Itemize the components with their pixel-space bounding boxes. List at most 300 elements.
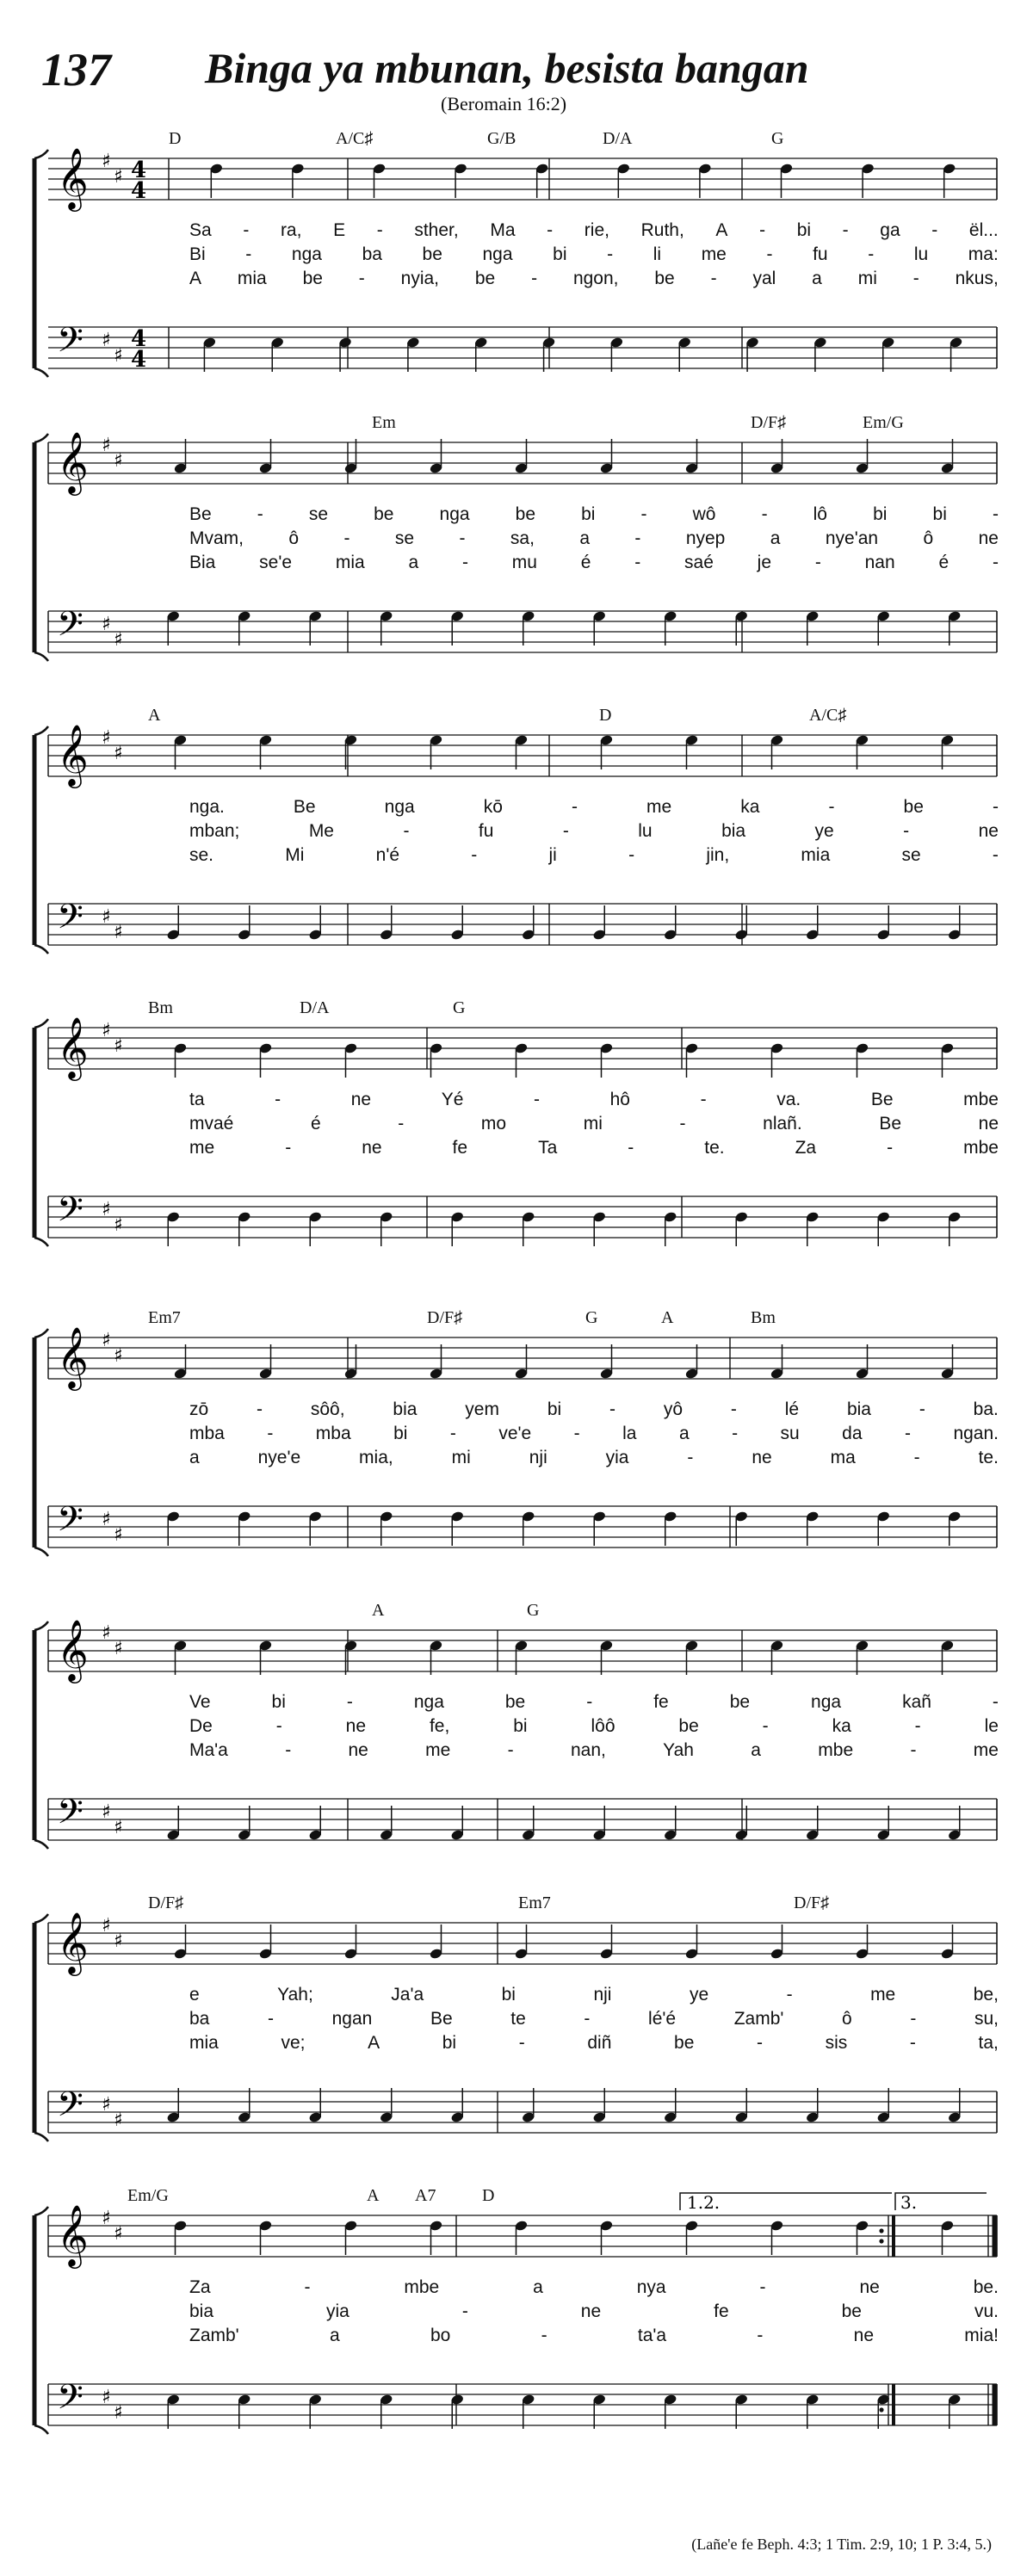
lyric-syllable: -	[459, 528, 466, 548]
treble-clef-icon: 𝄞	[57, 2203, 89, 2266]
lyric-syllable: -	[912, 269, 919, 288]
lyric-syllable: -	[762, 1716, 769, 1736]
treble-notes	[173, 1640, 954, 1675]
lyric-syllable: Ma	[490, 220, 516, 240]
treble-staff	[48, 1618, 997, 1683]
treble-staff	[48, 146, 997, 212]
lyric-syllable: a	[812, 269, 822, 288]
chord-symbol: G/B	[487, 129, 516, 148]
lyric-syllable: Be	[293, 797, 316, 817]
lyric-syllable: A	[715, 220, 728, 240]
chord-symbol: D	[482, 2186, 495, 2205]
lyric-syllable: -	[518, 2033, 525, 2053]
lyric-syllable: -	[786, 1985, 793, 2005]
lyric-syllable: sa,	[510, 528, 535, 548]
chord-symbol: Em/G	[863, 413, 904, 432]
lyric-syllable: ô	[923, 528, 934, 548]
bass-clef-icon: 𝄢	[57, 1499, 84, 1547]
lyric-syllable: -	[732, 1424, 739, 1443]
lyric-syllable: -	[346, 1692, 353, 1712]
lyric-syllable: ne	[978, 821, 999, 841]
lyric-syllable: -	[759, 2277, 766, 2297]
lyric-syllable: -	[449, 1424, 456, 1443]
lyric-syllable: bi	[393, 1424, 408, 1443]
sharp-icon: ♯	[102, 2208, 111, 2229]
lyric-syllable: mia	[801, 845, 831, 865]
lyric-syllable: yô	[663, 1399, 684, 1419]
sharp-icon: ♯	[114, 1214, 123, 1236]
sharp-icon: ♯	[114, 1638, 123, 1659]
lyric-syllable: -	[285, 1138, 292, 1158]
music-system	[0, 706, 1033, 990]
sharp-icon: ♯	[114, 629, 123, 651]
music-system	[0, 2186, 1033, 2470]
lyric-syllable: nan,	[570, 1740, 606, 1760]
lyric-syllable: -	[531, 269, 538, 288]
chord-symbol: D/F♯	[794, 1893, 830, 1912]
sharp-icon: ♯	[102, 727, 111, 749]
chord-symbol: D	[169, 129, 182, 148]
lyric-syllable: bia	[189, 2301, 214, 2321]
lyric-syllable: -	[461, 553, 468, 572]
lyric-syllable: mia!	[964, 2326, 999, 2345]
lyric-syllable: ne	[752, 1448, 772, 1467]
lyric-syllable: ta,	[978, 2033, 999, 2053]
lyric-syllable: lu	[638, 821, 653, 841]
treble-clef-icon: 𝄞	[57, 146, 89, 209]
lyric-syllable: Bi	[189, 244, 206, 264]
lyric-syllable: be	[515, 504, 536, 524]
lyric-syllable: -	[910, 2009, 917, 2029]
lyric-syllable: me	[701, 244, 727, 264]
lyric-syllable: ne	[859, 2277, 880, 2297]
lyric-syllable: -	[267, 2009, 274, 2029]
sharp-icon: ♯	[102, 614, 111, 635]
lyric-verse-1	[189, 504, 999, 525]
lyric-syllable: -	[358, 269, 365, 288]
lyric-syllable: Be	[870, 1090, 894, 1109]
lyric-syllable: a	[678, 1424, 690, 1443]
lyric-syllable: -	[628, 845, 635, 865]
hymn-number: 137	[41, 44, 111, 96]
bass-notes	[166, 2394, 962, 2429]
lyric-verse-1	[189, 2277, 999, 2298]
sharp-icon: ♯	[102, 906, 111, 928]
music-system	[0, 998, 1033, 1282]
lyric-syllable: me	[425, 1740, 451, 1760]
lyric-syllable: wô	[692, 504, 716, 524]
lyric-syllable: De	[189, 1716, 213, 1736]
treble-clef-icon: 𝄞	[57, 430, 89, 493]
lyric-syllable: Za	[795, 1138, 817, 1158]
lyric-syllable: ël...	[968, 220, 999, 240]
sharp-icon: ♯	[114, 1035, 123, 1057]
chord-symbol: A	[372, 1601, 385, 1620]
lyric-syllable: Ve	[189, 1692, 211, 1712]
lyric-syllable: -	[275, 1090, 281, 1109]
treble-staff	[48, 430, 997, 496]
svg-text:4: 4	[131, 347, 147, 373]
chord-symbol: A7	[415, 2186, 436, 2205]
lyric-syllable: sis	[825, 2033, 848, 2053]
lyric-syllable: ba.	[973, 1399, 999, 1419]
lyric-verse-3	[189, 845, 999, 866]
sharp-icon: ♯	[114, 1345, 123, 1367]
bass-notes	[202, 337, 962, 372]
lyric-syllable: -	[761, 504, 768, 524]
lyric-syllable: é	[310, 1114, 321, 1134]
lyric-verse-2	[189, 1114, 999, 1134]
lyric-syllable: bo	[430, 2326, 451, 2345]
lyric-syllable: nga	[413, 1692, 444, 1712]
lyric-verse-2	[189, 2301, 999, 2322]
lyric-syllable: n'é	[375, 845, 400, 865]
lyric-syllable: nga	[482, 244, 513, 264]
lyric-syllable: nji	[593, 1985, 612, 2005]
lyric-syllable: je	[757, 553, 772, 572]
chord-symbol: Em/G	[127, 2186, 169, 2205]
lyric-syllable: Ja'a	[391, 1985, 424, 2005]
lyric-syllable: nkus,	[955, 269, 999, 288]
lyric-syllable: ne	[978, 1114, 999, 1134]
chord-symbol: D/F♯	[427, 1308, 463, 1327]
lyric-syllable: se	[901, 845, 921, 865]
lyric-syllable: be	[674, 2033, 695, 2053]
lyric-syllable: te.	[978, 1448, 999, 1467]
bass-notes	[166, 2088, 962, 2123]
sharp-icon: ♯	[114, 2223, 123, 2245]
lyric-syllable: be	[678, 1716, 699, 1736]
lyric-syllable: te	[510, 2009, 526, 2029]
lyric-syllable: Be	[430, 2009, 453, 2029]
lyric-verse-3	[189, 553, 999, 573]
lyric-syllable: ye	[689, 1985, 709, 2005]
lyric-syllable: -	[904, 1424, 911, 1443]
lyric-syllable: mia	[237, 269, 267, 288]
lyric-syllable: bia	[846, 1399, 871, 1419]
lyric-syllable: ô	[288, 528, 300, 548]
lyric-syllable: se'e	[259, 553, 293, 572]
music-system	[0, 129, 1033, 413]
sharp-icon: ♯	[102, 435, 111, 456]
lyric-verse-3	[189, 1740, 999, 1761]
lyric-syllable: -	[403, 821, 410, 841]
chord-symbol: A/C♯	[809, 706, 847, 725]
lyric-syllable: be	[504, 1692, 526, 1712]
sharp-icon: ♯	[114, 1817, 123, 1838]
chord-symbol: Em7	[148, 1308, 181, 1327]
bass-notes	[166, 1510, 962, 1546]
lyric-syllable: Be	[189, 504, 212, 524]
lyric-syllable: -	[609, 1399, 616, 1419]
lyric-syllable: mban;	[189, 821, 240, 841]
lyric-syllable: -	[919, 1399, 925, 1419]
lyric-syllable: mu	[511, 553, 537, 572]
sharp-icon: ♯	[114, 450, 123, 472]
lyric-syllable: -	[992, 797, 999, 817]
lyric-syllable: -	[586, 1692, 593, 1712]
time-signature-treble: 4	[131, 158, 147, 183]
lyric-syllable: bi	[581, 504, 596, 524]
scripture-reference: (Beromain 16:2)	[441, 93, 567, 114]
lyric-verse-1	[189, 797, 999, 818]
lyric-syllable: -	[471, 845, 478, 865]
lyric-syllable: -	[541, 2326, 547, 2345]
lyric-syllable: -	[267, 1424, 274, 1443]
sharp-icon: ♯	[102, 1801, 111, 1823]
lyric-syllable: be.	[973, 2277, 999, 2297]
lyric-syllable: be	[422, 244, 442, 264]
lyric-syllable: va.	[776, 1090, 801, 1109]
lyric-syllable: -	[376, 220, 383, 240]
lyric-syllable: be	[841, 2301, 862, 2321]
lyric-syllable: -	[710, 269, 717, 288]
sharp-icon: ♯	[102, 151, 111, 172]
lyric-syllable: be	[474, 269, 496, 288]
lyric-syllable: mi	[451, 1448, 471, 1467]
lyric-syllable: me	[646, 797, 672, 817]
sharp-icon: ♯	[102, 2387, 111, 2408]
lyric-syllable: -	[398, 1114, 405, 1134]
bass-staff	[48, 320, 997, 368]
chord-symbol: Bm	[148, 998, 173, 1017]
lyric-syllable: bi	[271, 1692, 286, 1712]
lyric-syllable: -	[687, 1448, 694, 1467]
lyric-syllable: Yah	[663, 1740, 694, 1760]
bass-staff	[48, 2085, 997, 2133]
lyric-syllable: nga	[384, 797, 415, 817]
chord-symbol: D/A	[300, 998, 330, 1017]
lyric-syllable: e	[189, 1985, 200, 2005]
lyric-syllable: mbe	[963, 1138, 999, 1158]
lyric-verse-2	[189, 528, 999, 549]
lyric-syllable: nlañ.	[763, 1114, 802, 1134]
lyric-syllable: bi	[932, 504, 947, 524]
lyric-syllable: mia	[335, 553, 365, 572]
lyric-syllable: -	[534, 1090, 540, 1109]
lyric-syllable: nga	[291, 244, 322, 264]
lyric-syllable: Mvam,	[189, 528, 244, 548]
sharp-icon: ♯	[102, 1199, 111, 1220]
lyric-syllable: Zamb'	[733, 2009, 784, 2029]
lyric-syllable: -	[607, 244, 614, 264]
chord-symbol: D/F♯	[751, 413, 787, 432]
lyric-syllable: Me	[308, 821, 334, 841]
lyric-syllable: ngon,	[572, 269, 619, 288]
lyric-verse-1	[189, 1985, 999, 2005]
bass-staff	[48, 1792, 997, 1840]
bass-notes	[166, 1806, 962, 1841]
lyric-syllable: mba	[189, 1424, 225, 1443]
lyric-syllable: -	[304, 2277, 311, 2297]
lyric-syllable: Mi	[285, 845, 305, 865]
lyric-syllable: E	[333, 220, 346, 240]
lyric-syllable: fu	[478, 821, 494, 841]
lyric-syllable: nya	[636, 2277, 666, 2297]
lyric-syllable: su	[780, 1424, 800, 1443]
treble-notes	[209, 163, 956, 198]
lyric-syllable: -	[914, 1716, 921, 1736]
time-signature-bass: 4	[131, 326, 147, 352]
lyric-syllable: ne	[853, 2326, 874, 2345]
lyric-syllable: lé'é	[648, 2009, 677, 2029]
lyric-syllable: ve;	[281, 2033, 306, 2053]
lyric-syllable: mba	[315, 1424, 351, 1443]
lyric-syllable: ji	[548, 845, 557, 865]
treble-notes	[173, 439, 954, 474]
lyric-syllable: nan	[864, 553, 895, 572]
lyric-syllable: se	[308, 504, 329, 524]
lyric-syllable: -	[275, 1716, 282, 1736]
lyric-syllable: -	[910, 1740, 917, 1760]
lyric-syllable: su,	[974, 2009, 999, 2029]
lyric-syllable: me	[973, 1740, 999, 1760]
lyric-syllable: kō	[483, 797, 503, 817]
lyric-syllable: fe,	[429, 1716, 450, 1736]
lyric-syllable: ô	[842, 2009, 852, 2029]
lyric-syllable: ba	[189, 2009, 210, 2029]
sharp-icon: ♯	[102, 1020, 111, 1041]
lyric-syllable: le	[984, 1716, 999, 1736]
lyric-syllable: -	[461, 2301, 468, 2321]
lyric-syllable: nye'e	[257, 1448, 301, 1467]
lyric-syllable: -	[903, 821, 910, 841]
lyric-syllable: -	[628, 1138, 634, 1158]
lyric-syllable: -	[562, 821, 569, 841]
chord-symbol: D/A	[603, 129, 633, 148]
lyric-syllable: mbe	[818, 1740, 854, 1760]
lyric-syllable: se.	[189, 845, 214, 865]
treble-notes	[173, 2220, 954, 2255]
svg-text:4: 4	[131, 178, 147, 204]
lyric-syllable: ra,	[280, 220, 302, 240]
lyric-syllable: Zamb'	[189, 2326, 239, 2345]
lyric-syllable: Sa	[189, 220, 212, 240]
lyric-syllable: -	[992, 845, 999, 865]
lyric-syllable: é	[580, 553, 591, 572]
lyric-syllable: yal	[752, 269, 776, 288]
lyric-syllable: ma:	[968, 244, 999, 264]
lyric-syllable: -	[766, 244, 773, 264]
lyric-syllable: be	[374, 504, 394, 524]
lyric-syllable: ta'a	[637, 2326, 667, 2345]
lyric-syllable: Be	[879, 1114, 902, 1134]
lyric-syllable: -	[913, 1448, 920, 1467]
lyric-syllable: -	[700, 1090, 707, 1109]
sharp-icon: ♯	[114, 166, 123, 188]
lyric-syllable: bi	[501, 1985, 516, 2005]
lyric-syllable: ka	[740, 797, 760, 817]
lyric-verse-3	[189, 269, 999, 289]
lyric-syllable: mia	[189, 2033, 219, 2053]
lyric-syllable: a	[189, 1448, 200, 1467]
lyric-syllable: ne	[978, 528, 999, 548]
lyric-syllable: -	[992, 1692, 999, 1712]
lyric-syllable: -	[757, 2033, 763, 2053]
lyric-syllable: ta	[189, 1090, 205, 1109]
lyric-syllable: -	[868, 244, 875, 264]
lyric-syllable: -	[759, 220, 766, 240]
treble-notes	[173, 1924, 954, 1960]
lyric-syllable: nyep	[685, 528, 726, 548]
lyric-syllable: se	[394, 528, 415, 548]
lyric-syllable: bi	[553, 244, 567, 264]
lyric-syllable: sther,	[414, 220, 459, 240]
sharp-icon: ♯	[114, 345, 123, 367]
lyric-syllable: mi	[857, 269, 877, 288]
lyric-syllable: bi	[873, 504, 888, 524]
lyric-syllable: be	[729, 1692, 751, 1712]
lyric-syllable: nga.	[189, 797, 225, 817]
lyric-verse-3	[189, 2033, 999, 2054]
lyric-syllable: mo	[480, 1114, 507, 1134]
lyric-syllable: lu	[913, 244, 929, 264]
sharp-icon: ♯	[114, 1524, 123, 1546]
lyric-syllable: la	[622, 1424, 637, 1443]
lyric-syllable: -	[909, 2033, 916, 2053]
lyric-syllable: fu	[813, 244, 828, 264]
lyric-syllable: a	[408, 553, 419, 572]
lyric-syllable: ne	[345, 1716, 367, 1736]
lyric-syllable: be,	[973, 1985, 999, 2005]
sharp-icon: ♯	[102, 330, 111, 351]
treble-clef-icon: 𝄞	[57, 1911, 89, 1974]
lyric-syllable: lé	[784, 1399, 800, 1419]
sharp-icon: ♯	[102, 1509, 111, 1530]
lyric-syllable: -	[887, 1138, 894, 1158]
volta-label-1: 1.2.	[687, 2192, 721, 2213]
bass-clef-icon: 𝄢	[57, 1189, 84, 1238]
lyric-syllable: mia,	[359, 1448, 393, 1467]
lyric-syllable: mi	[583, 1114, 603, 1134]
lyric-syllable: -	[343, 528, 350, 548]
lyric-syllable: lô	[813, 504, 827, 524]
lyric-syllable: -	[757, 2326, 764, 2345]
lyric-verse-1	[189, 1090, 999, 1110]
lyric-syllable: Ta	[538, 1138, 558, 1158]
lyric-syllable: vu.	[974, 2301, 999, 2321]
lyric-syllable: nji	[529, 1448, 547, 1467]
lyric-verse-2	[189, 2009, 999, 2029]
lyric-syllable: bia	[393, 1399, 418, 1419]
lyric-syllable: ve'e	[498, 1424, 532, 1443]
lyric-syllable: a	[533, 2277, 543, 2297]
lyric-syllable: te.	[704, 1138, 725, 1158]
bass-notes	[166, 1211, 962, 1246]
lyric-syllable: -	[842, 220, 849, 240]
lyric-syllable: ye	[814, 821, 834, 841]
treble-notes	[173, 1344, 954, 1380]
lyric-syllable: ne	[350, 1090, 372, 1109]
lyric-syllable: -	[285, 1740, 292, 1760]
lyric-syllable: fe	[653, 1692, 669, 1712]
treble-notes	[173, 1042, 954, 1078]
lyric-syllable: ba	[362, 244, 382, 264]
lyric-syllable: -	[730, 1399, 737, 1419]
bass-notes	[166, 610, 962, 646]
lyric-syllable: ngan.	[953, 1424, 999, 1443]
lyric-syllable: a	[770, 528, 781, 548]
sharp-icon: ♯	[114, 2402, 123, 2424]
lyric-syllable: Bia	[189, 553, 216, 572]
lyric-syllable: a	[329, 2326, 340, 2345]
treble-notes	[173, 734, 954, 769]
treble-staff	[48, 1325, 997, 1391]
lyric-syllable: -	[679, 1114, 686, 1134]
lyric-syllable: fe	[714, 2301, 729, 2321]
lyric-syllable: -	[634, 528, 641, 548]
chord-symbol: Em7	[518, 1893, 551, 1912]
